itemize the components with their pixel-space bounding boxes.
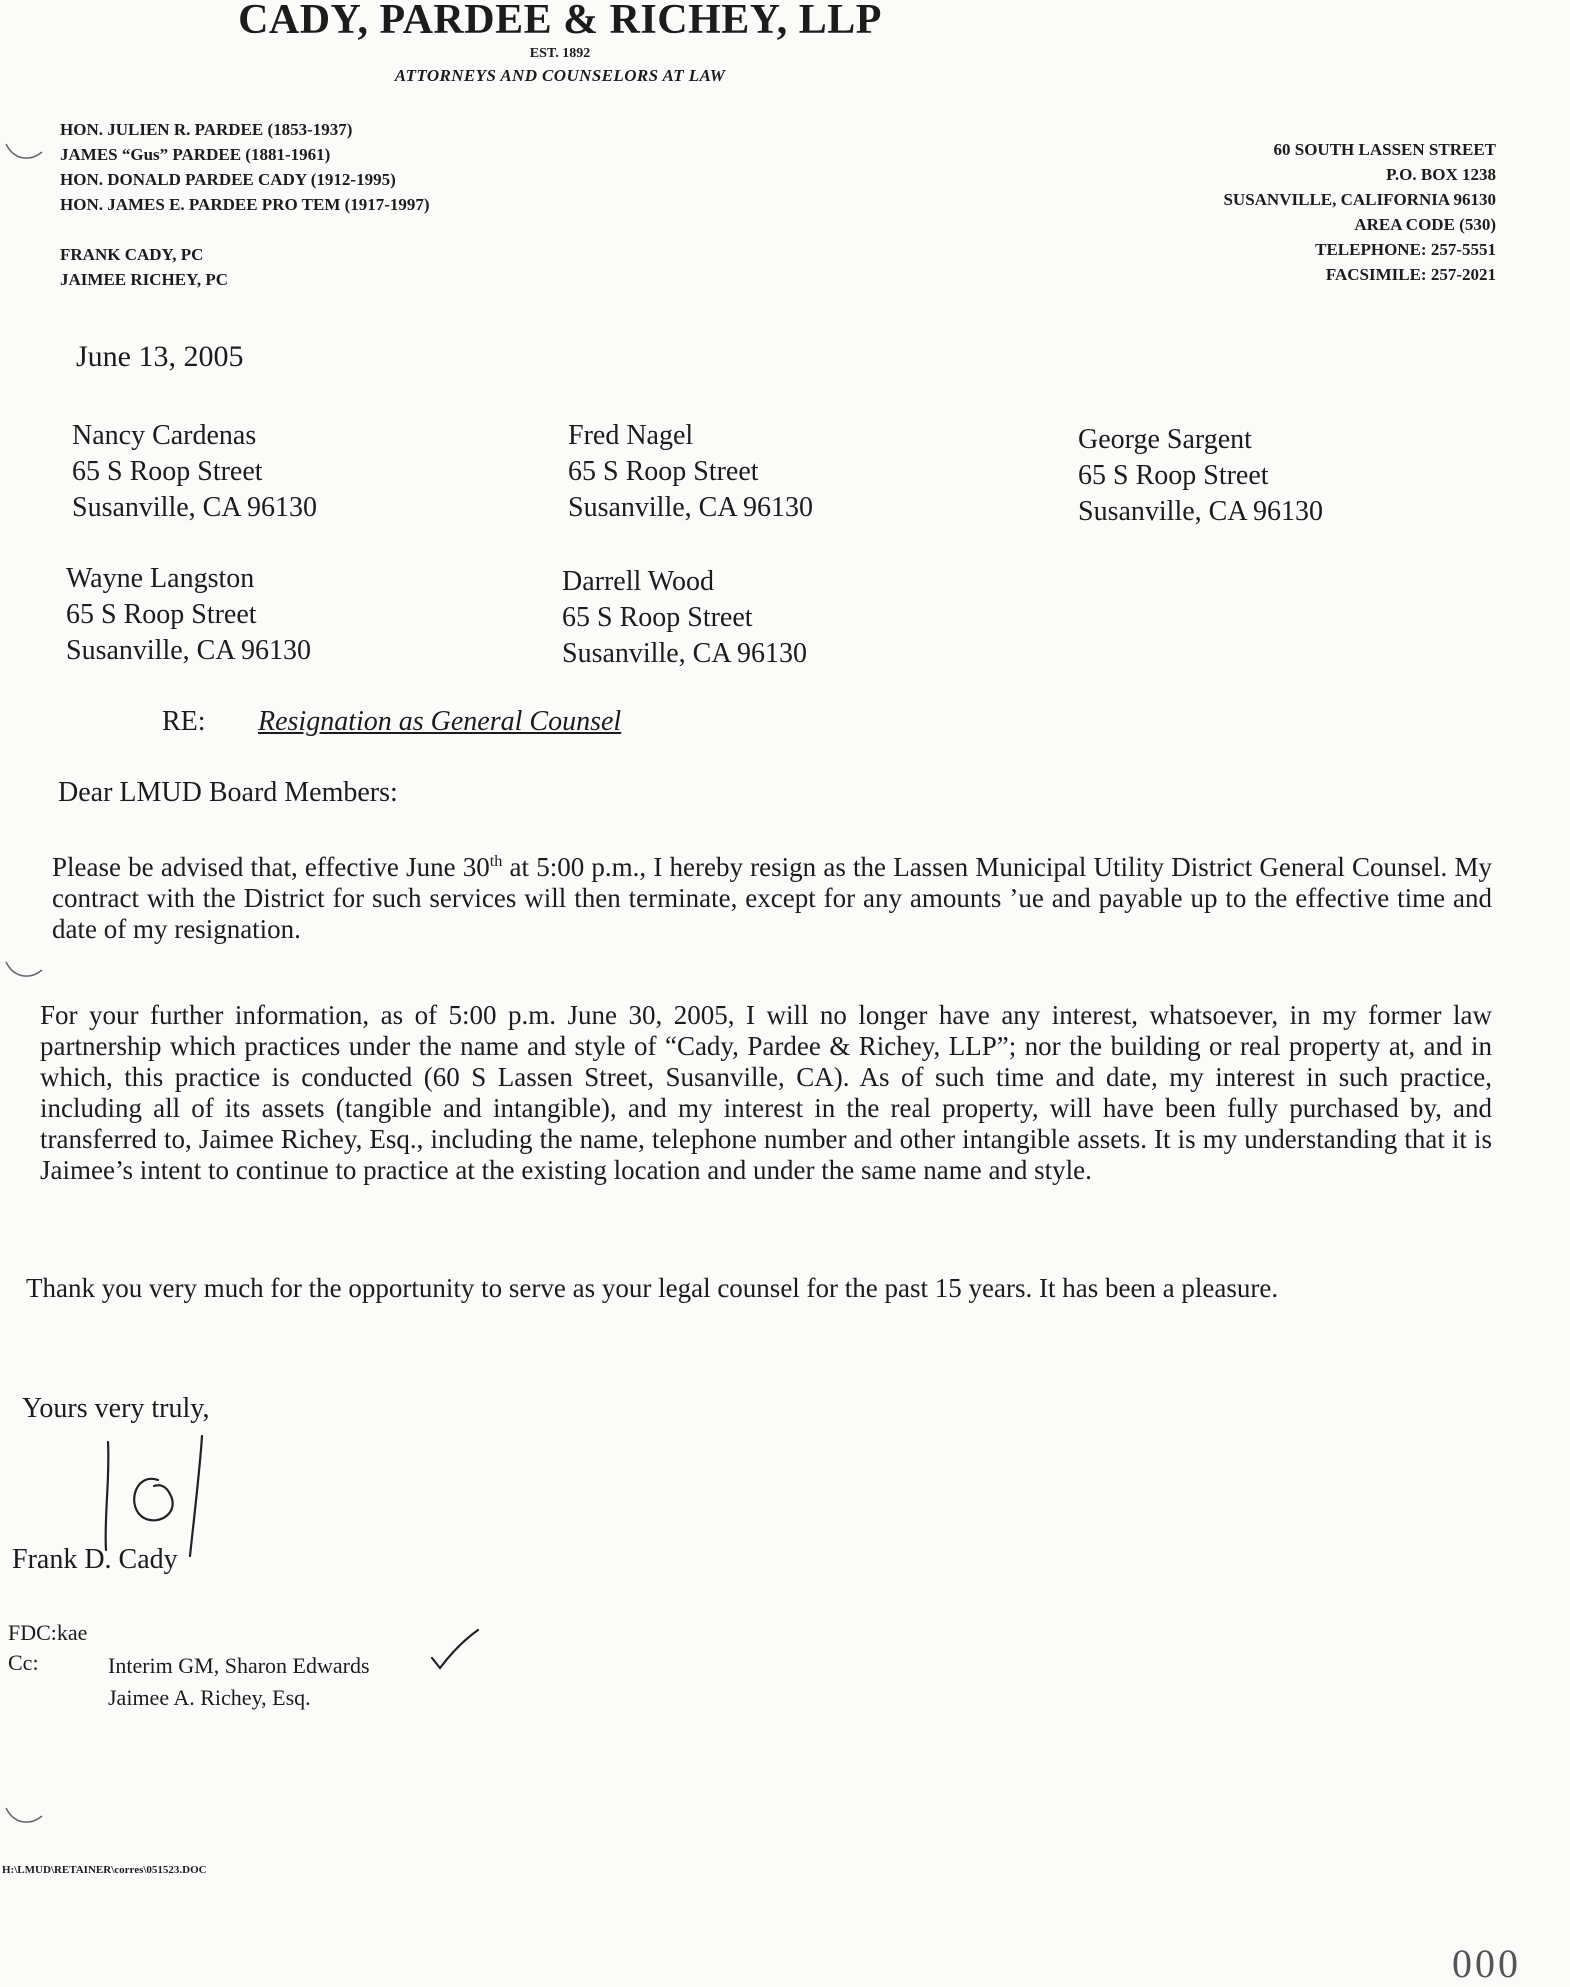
firm-address-block xyxy=(1223,137,1496,287)
partner-line: HON. JULIEN R. PARDEE (1853-1937) xyxy=(60,120,353,139)
complimentary-close: Yours very truly, xyxy=(22,1393,210,1424)
body-paragraph-resignation xyxy=(52,846,1492,945)
cc-recipient: Jaimee A. Richey, Esq. xyxy=(108,1685,311,1710)
recipient-block xyxy=(1078,422,1323,530)
partner-line: HON. DONALD PARDEE CADY (1912-1995) xyxy=(60,170,396,189)
scan-mark xyxy=(4,1804,44,1828)
re-subject: Resignation as General Counsel xyxy=(258,706,622,737)
signature-mark xyxy=(90,1428,220,1560)
cc-list xyxy=(108,1650,370,1714)
paragraph-text: Please be advised that, effective June 30 xyxy=(52,852,490,882)
recipient-name: Fred Nagel xyxy=(568,420,694,451)
recipient-street: 65 S Roop Street xyxy=(568,456,759,487)
page-number: 000 xyxy=(1452,1941,1521,1986)
address-line: FACSIMILE: 257-2021 xyxy=(1325,265,1496,284)
recipient-block xyxy=(66,561,311,669)
recipient-street: 65 S Roop Street xyxy=(1078,460,1269,491)
recipient-city: Susanville, CA 96130 xyxy=(562,638,808,669)
address-line: AREA CODE (530) xyxy=(1354,215,1496,234)
recipient-street: 65 S Roop Street xyxy=(66,599,257,630)
recipient-city: Susanville, CA 96130 xyxy=(66,635,312,666)
scan-mark xyxy=(4,140,44,164)
firm-name: CADY, PARDEE & RICHEY, LLP xyxy=(238,0,882,43)
recipient-street: 65 S Roop Street xyxy=(72,456,263,487)
partner-line: HON. JAMES E. PARDEE PRO TEM (1917-1997) xyxy=(60,195,430,214)
body-paragraph-partnership: For your further information, as of 5:00 p.m. June 30, 2005, I will no longer have any interest, whatsoever, in my former law partnership which practices under the name and style of “Cady, Pardee & Richey, LLP”; nor the building or real property at, and in which, this practice is conducted (60 S Lassen Street, Susanville, CA). As of such time and date, my interest in such practice, including all of its assets (tangible and intangible), and my interest in the real property, will have been fully purchased by, and transferred to, Jaimee Richey, Esq., including the name, telephone number and other intangible assets. It is my understanding that it is Jaimee’s intent to continue to practice at the existing location and under the same name and style. xyxy=(40,1000,1492,1185)
recipient-street: 65 S Roop Street xyxy=(562,602,753,633)
recipient-block xyxy=(568,418,813,526)
checkmark-icon xyxy=(430,1628,480,1676)
principals-list xyxy=(60,242,228,292)
recipient-block xyxy=(562,564,807,672)
recipient-city: Susanville, CA 96130 xyxy=(568,492,814,523)
recipient-name: Wayne Langston xyxy=(66,563,255,594)
address-line: 60 SOUTH LASSEN STREET xyxy=(1273,140,1496,159)
recipient-name: Darrell Wood xyxy=(562,566,714,597)
file-path: H:\LMUD\RETAINER\corres\051523.DOC xyxy=(2,1864,207,1876)
partner-line: JAMES “Gus” PARDEE (1881-1961) xyxy=(60,145,331,164)
typist-initials: FDC:kae xyxy=(8,1620,88,1645)
recipient-city: Susanville, CA 96130 xyxy=(72,492,318,523)
address-line: P.O. BOX 1238 xyxy=(1386,165,1496,184)
recipient-block xyxy=(72,418,317,526)
signer-name: Frank D. Cady xyxy=(12,1544,178,1575)
letter-date: June 13, 2005 xyxy=(76,340,244,373)
firm-tagline: ATTORNEYS AND COUNSELORS AT LAW xyxy=(394,66,726,85)
established-year: EST. 1892 xyxy=(529,46,591,61)
ordinal-suffix: th xyxy=(489,852,503,870)
principal-line: FRANK CADY, PC xyxy=(60,245,204,264)
cc-label: Cc: xyxy=(8,1650,39,1675)
address-line: TELEPHONE: 257-5551 xyxy=(1315,240,1496,259)
body-paragraph-thanks: Thank you very much for the opportunity to serve as your legal counsel for the past 15 years. It has been a pleasure. xyxy=(26,1273,1279,1303)
salutation: Dear LMUD Board Members: xyxy=(58,777,398,808)
scan-mark xyxy=(4,958,44,982)
historic-partners-list xyxy=(60,117,430,217)
address-line: SUSANVILLE, CALIFORNIA 96130 xyxy=(1223,190,1496,209)
cc-recipient: Interim GM, Sharon Edwards xyxy=(108,1653,370,1678)
principal-line: JAIMEE RICHEY, PC xyxy=(60,270,228,289)
recipient-name: Nancy Cardenas xyxy=(72,420,257,451)
paragraph-text: at 5:00 p.m., I hereby resign as the Lassen Municipal Utility District General Counsel. My contract with the District for such services will then terminate, except for any amounts ’ue and payable up to the effective time and date of my resignation. xyxy=(52,852,1492,944)
recipient-name: George Sargent xyxy=(1078,424,1252,455)
re-label: RE: xyxy=(162,706,206,737)
recipient-city: Susanville, CA 96130 xyxy=(1078,496,1324,527)
